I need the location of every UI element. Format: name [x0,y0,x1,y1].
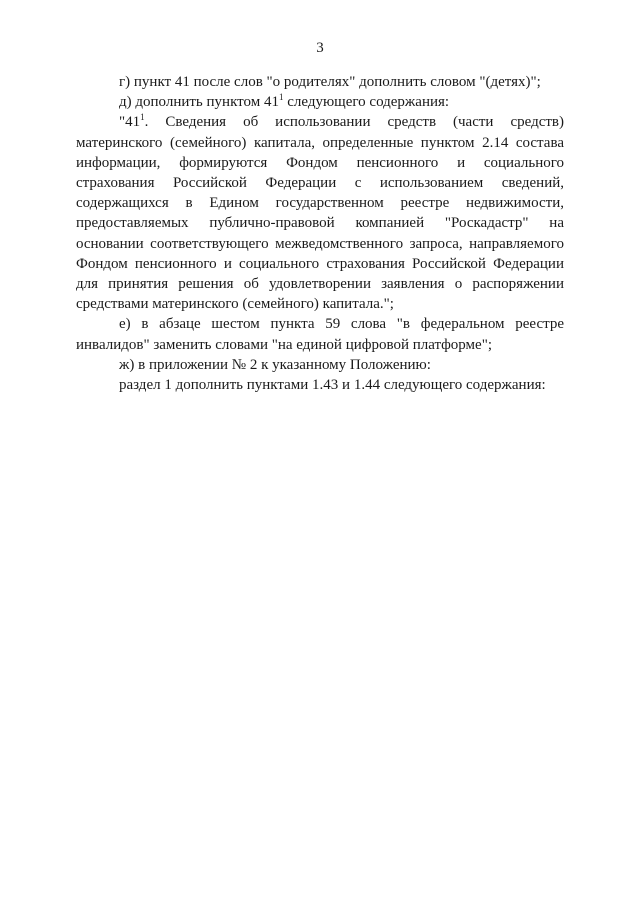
paragraph-d [76,92,564,112]
page-number: 3 [316,40,324,56]
paragraph-41-1-superscript: 1 [140,112,145,123]
paragraph-g: г) пункт 41 после слов "о родителях" дополнить словом "(детях)"; [119,74,541,90]
paragraph-41-1-number: "41 [119,114,141,131]
paragraph-e: е) в абзаце шестом пункта 59 слова "в федеральном реестре инвалидов" заменить словами "на единой цифровой платформе"; [76,316,564,353]
paragraph-d-tail: следующего содержания: [283,94,450,111]
paragraph-razdel: раздел 1 дополнить пунктами 1.43 и 1.44 следующего содержания: [119,377,546,394]
document-body [76,72,564,395]
paragraph-zh: ж) в приложении № 2 к указанному Положению: [119,356,431,373]
paragraph-d-superscript: 1 [278,92,284,103]
paragraph-41-1-text: . Сведения об использовании средств (части средств) материнского (семейного) капитала, определенные пунктом 2.14 состава информации, формируются Фондом пенсионного и социального страхования Российской Федерации с использованием сведений, содержащихся в Едином государственном реестре недвижимости, предоставляемых публично-правовой компанией "Роскадастр" на основании соответствующего межведомственного запроса, направляемого Фондом пенсионного и социального страхования Российской Федерации для принятия решения об удовлетворении заявления о распоряжении средствами материнского (семейного) капитала."; [76,114,564,313]
paragraph-41-1 [76,112,564,314]
paragraph-d-text: д) дополнить пунктом 41 [119,94,279,111]
